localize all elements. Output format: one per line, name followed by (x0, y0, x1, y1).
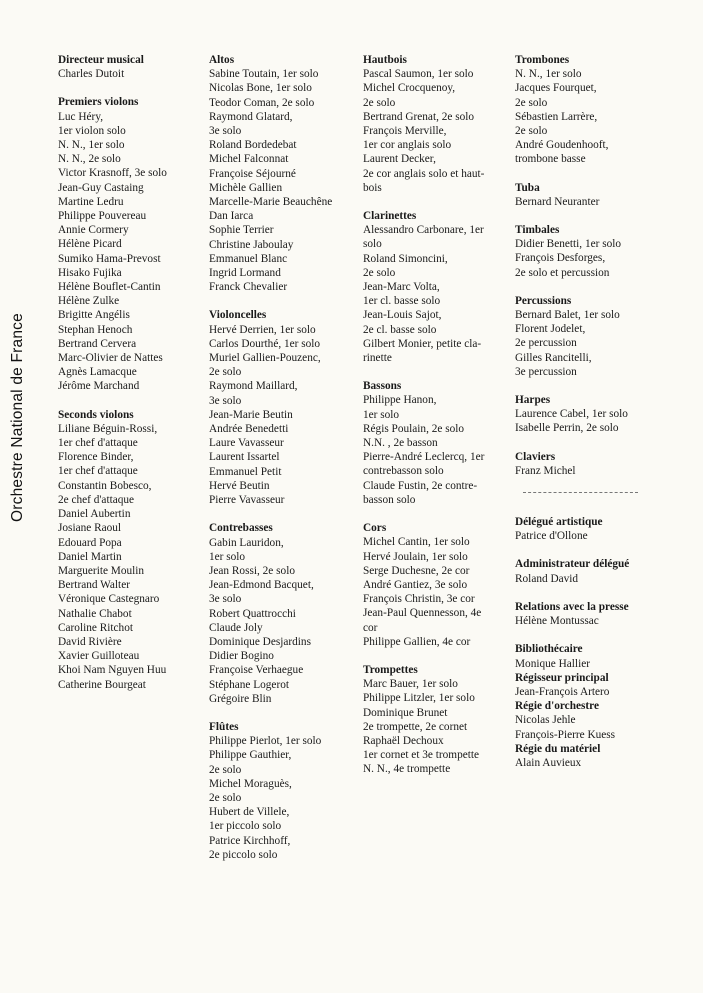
roster-line: 2e piccolo solo (209, 848, 278, 861)
roster-line: Jean Rossi, 2e solo (209, 564, 295, 577)
roster-line: Claude Fustin, 2e contre- (363, 479, 478, 492)
roster-line: Agnès Lamacque (58, 366, 137, 379)
roster-line: Laurence Cabel, 1er solo (515, 408, 628, 421)
roster-line: Isabelle Perrin, 2e solo (515, 422, 619, 435)
roster-line: François Merville, (363, 125, 447, 138)
roster-line: Roland Bordedebat (209, 139, 297, 152)
section-heading: Régisseur principal (515, 671, 609, 684)
roster-line: Liliane Béguin-Rossi, (58, 422, 158, 435)
roster-line: Nathalie Chabot (58, 607, 132, 620)
roster-line: Roland David (515, 572, 579, 585)
section-heading: Cors (363, 522, 387, 535)
section-heading: Administrateur délégué (515, 558, 630, 571)
roster-line: 2e solo (209, 763, 242, 776)
roster-line: Régis Poulain, 2e solo (363, 422, 465, 435)
roster-line: Laure Vavasseur (209, 437, 284, 450)
roster-line: Michel Cantin, 1er solo (363, 536, 470, 549)
section-bassons (363, 379, 505, 507)
roster-line: Bertrand Walter (58, 579, 130, 592)
roster-line: basson solo (363, 493, 416, 506)
roster-line: 2e cor anglais solo et haut- (363, 167, 485, 180)
roster-line: 3e solo (209, 394, 242, 407)
roster-line: 3e solo (209, 593, 242, 606)
roster-line: Xavier Guilloteau (58, 650, 140, 663)
roster-line: Jean-Guy Castaing (58, 181, 144, 194)
roster-line: 1er solo (209, 550, 246, 563)
roster-line: Dominique Desjardins (209, 635, 311, 648)
roster-line: Marc-Olivier de Nattes (58, 352, 163, 365)
column-4-sections (515, 53, 655, 478)
section-regie-d-orchestre (515, 699, 655, 742)
roster-line: 1er piccolo solo (209, 820, 282, 833)
roster-line: Jean-Marie Beutin (209, 408, 293, 421)
roster-line: solo (363, 238, 382, 251)
roster-line: N. N., 1er solo (515, 68, 582, 81)
roster-line: Didier Bogino (209, 650, 274, 663)
roster-line: Claude Joly (209, 621, 263, 634)
roster-line: Charles Dutoit (58, 68, 125, 81)
roster-line: Philippe Hanon, (363, 394, 437, 407)
section-heading: Bassons (363, 380, 402, 393)
roster-line: 3e percussion (515, 365, 577, 378)
roster-line: Teodor Coman, 2e solo (209, 96, 315, 109)
roster-line: Jean-Edmond Bacquet, (209, 579, 314, 592)
roster-line: 1er chef d'attaque (58, 465, 138, 478)
roster-line: 2e solo (515, 125, 548, 138)
roster-line: Michel Crocquenoy, (363, 82, 456, 95)
roster-line: Didier Benetti, 1er solo (515, 238, 622, 251)
roster-line: Sumiko Hama-Prevost (58, 252, 161, 265)
roster-line: Serge Duchesne, 2e cor (363, 564, 470, 577)
roster-line: François Christin, 3e cor (363, 593, 475, 606)
roster-line: Philippe Pouvereau (58, 210, 147, 223)
roster-line: Michèle Gallien (209, 181, 283, 194)
section-heading: Violoncelles (209, 309, 267, 322)
section-contrebasses (209, 521, 359, 706)
roster-line: 1er solo (363, 408, 400, 421)
roster-line: Christine Jaboulay (209, 238, 294, 251)
section-heading: Seconds violons (58, 408, 134, 421)
roster-line: Sabine Toutain, 1er solo (209, 68, 319, 81)
roster-line: Michel Falconnat (209, 153, 289, 166)
roster-line: Stephan Henoch (58, 323, 133, 336)
roster-line: Hélène Picard (58, 238, 122, 251)
section-clarinettes (363, 209, 505, 365)
roster-line: N.N. , 2e basson (363, 437, 438, 450)
roster-line: Hélène Zulke (58, 295, 120, 308)
roster-line: Jérôme Marchand (58, 380, 140, 393)
section-heading: Bibliothécaire (515, 643, 583, 656)
roster-line: N. N., 2e solo (58, 153, 121, 166)
section-cors (363, 521, 505, 649)
orchestra-side-title: Orchestre National de France (9, 313, 26, 522)
roster-line: Constantin Bobesco, (58, 479, 152, 492)
section-heading: Hautbois (363, 54, 407, 66)
roster-line: Florence Binder, (58, 451, 134, 464)
section-percussions (515, 294, 655, 379)
roster-line: Florent Jodelet, (515, 323, 586, 336)
roster-line: 2e solo (209, 791, 242, 804)
roster-line: Catherine Bourgeat (58, 678, 146, 691)
roster-line: contrebasson solo (363, 465, 444, 478)
section-tuba (515, 181, 655, 209)
section-directeur-musical (58, 53, 198, 81)
roster-line: Caroline Ritchot (58, 621, 133, 634)
section-heading: Régie d'orchestre (515, 700, 599, 713)
section-heading: Trompettes (363, 663, 418, 676)
roster-line: Patrice Kirchhoff, (209, 834, 291, 847)
roster-line: Gabin Lauridon, (209, 536, 284, 549)
roster-line: 3e solo (209, 125, 242, 138)
roster-line: Raphaël Dechoux (363, 734, 444, 747)
roster-line: Jean-Marc Volta, (363, 281, 440, 294)
roster-line: André Gantiez, 3e solo (363, 578, 468, 591)
roster-line: Hubert de Villele, (209, 806, 290, 819)
roster-line: 2e solo (209, 366, 242, 379)
roster-line: Bertrand Grenat, 2e solo (363, 110, 475, 123)
roster-line: Laurent Issartel (209, 451, 280, 464)
roster-line: N. N., 1er solo (58, 139, 125, 152)
roster-line: Alain Auvieux (515, 756, 582, 769)
roster-line: 2e solo (515, 96, 548, 109)
column-1 (58, 53, 198, 706)
roster-line: 1er cor anglais solo (363, 139, 452, 152)
roster-line: 2e solo et percussion (515, 266, 610, 279)
section-regie-du-materiel (515, 742, 655, 770)
roster-line: Pierre-André Leclercq, 1er (363, 451, 485, 464)
roster-line: Stéphane Logerot (209, 678, 289, 691)
roster-line: Françoise Verhaegue (209, 664, 304, 677)
roster-line: N. N., 4e trompette (363, 763, 451, 776)
roster-line: 1er chef d'attaque (58, 437, 138, 450)
roster-line: Raymond Maillard, (209, 380, 298, 393)
roster-line: Hélène Bouflet-Cantin (58, 281, 161, 294)
roster-line: Marguerite Moulin (58, 564, 145, 577)
section-relations-avec-la-presse (515, 600, 655, 628)
section-regisseur-principal (515, 671, 655, 699)
roster-line: Philippe Gauthier, (209, 749, 292, 762)
roster-line: Victor Krasnoff, 3e solo (58, 167, 167, 180)
roster-line: André Goudenhooft, (515, 139, 609, 152)
section-premiers-violons (58, 95, 198, 393)
roster-line: Khoi Nam Nguyen Huu (58, 664, 167, 677)
roster-line: Nicolas Bone, 1er solo (209, 82, 312, 95)
roster-line: Roland Simoncini, (363, 252, 448, 265)
roster-line: 2e solo (363, 266, 396, 279)
roster-line: Hervé Joulain, 1er solo (363, 550, 468, 563)
section-administrateur-delegue (515, 557, 655, 585)
section-heading: Régie du matériel (515, 742, 601, 755)
section-bibliothecaire (515, 642, 655, 670)
roster-line: Daniel Martin (58, 550, 122, 563)
roster-line: Dominique Brunet (363, 706, 448, 719)
section-heading: Claviers (515, 450, 556, 463)
section-altos (209, 53, 359, 294)
roster-line: Françoise Séjourné (209, 167, 296, 180)
roster-line: 2e cl. basse solo (363, 323, 437, 336)
roster-line: Jean-Paul Quennesson, 4e (363, 607, 482, 620)
roster-line: Grégoire Blin (209, 692, 272, 705)
roster-line: François-Pierre Kuess (515, 728, 616, 741)
roster-line: Laurent Decker, (363, 153, 436, 166)
roster-line: Bernard Neuranter (515, 195, 600, 208)
roster-line: 1er cl. basse solo (363, 295, 441, 308)
section-heading: Clarinettes (363, 210, 417, 223)
column-2 (209, 53, 359, 876)
roster-line: Emmanuel Petit (209, 465, 282, 478)
roster-line: Patrice d'Ollone (515, 530, 588, 543)
section-timbales (515, 223, 655, 280)
column-3 (363, 53, 505, 791)
section-heading: Contrebasses (209, 522, 273, 535)
section-heading: Directeur musical (58, 54, 144, 66)
roster-line: Philippe Pierlot, 1er solo (209, 735, 322, 748)
roster-line: Hélène Montussac (515, 615, 599, 628)
roster-line: Jean-François Artero (515, 685, 610, 698)
section-hautbois (363, 53, 505, 195)
roster-line: Brigitte Angélis (58, 309, 130, 322)
roster-line: Martine Ledru (58, 195, 124, 208)
section-trombones (515, 53, 655, 167)
roster-line: Michel Moraguès, (209, 777, 292, 790)
roster-line: 2e trompette, 2e cornet (363, 720, 468, 733)
separator-line (523, 492, 638, 493)
roster-line: Carlos Dourthé, 1er solo (209, 337, 321, 350)
roster-line: Sébastien Larrère, (515, 110, 598, 123)
roster-line: trombone basse (515, 153, 586, 166)
roster-line: Jacques Fourquet, (515, 82, 597, 95)
roster-line: Philippe Gallien, 4e cor (363, 635, 471, 648)
roster-line: 1er cornet et 3e trompette (363, 749, 480, 762)
roster-line: Franck Chevalier (209, 281, 288, 294)
section-heading: Flûtes (209, 720, 239, 733)
roster-line: Josiane Raoul (58, 522, 122, 535)
roster-line: Marcelle-Marie Beauchêne (209, 196, 333, 209)
section-trompettes (363, 663, 505, 777)
roster-line: Emmanuel Blanc (209, 252, 288, 265)
roster-line: Hervé Beutin (209, 479, 270, 492)
roster-line: Hisako Fujika (58, 266, 122, 279)
section-delegue-artistique (515, 515, 655, 543)
section-heading: Timbales (515, 224, 560, 237)
roster-line: Véronique Castegnaro (58, 593, 160, 606)
roster-line: Pierre Vavasseur (209, 494, 285, 507)
roster-line: Andrée Benedetti (209, 423, 289, 436)
section-heading: Délégué artistique (515, 516, 603, 529)
roster-line: bois (363, 181, 382, 194)
section-heading: Percussions (515, 294, 572, 307)
roster-line: Gilles Rancitelli, (515, 351, 592, 364)
roster-line: rinette (363, 352, 392, 365)
roster-line: Gilbert Monier, petite cla- (363, 337, 482, 350)
roster-line: 1er violon solo (58, 124, 126, 137)
roster-line: David Rivière (58, 635, 122, 648)
roster-line: Nicolas Jehle (515, 714, 576, 727)
roster-line: Annie Cormery (58, 224, 129, 237)
roster-line: Raymond Glatard, (209, 110, 293, 123)
roster-line: Daniel Aubertin (58, 508, 131, 521)
section-heading: Trombones (515, 54, 570, 66)
section-claviers (515, 450, 655, 478)
roster-line: Franz Michel (515, 464, 576, 477)
roster-line: François Desforges, (515, 252, 606, 265)
roster-line: Pascal Saumon, 1er solo (363, 68, 474, 81)
roster-line: cor (363, 621, 378, 634)
roster-line: Luc Héry, (58, 110, 104, 123)
roster-line: 2e solo (363, 96, 396, 109)
roster-line: Marc Bauer, 1er solo (363, 678, 458, 691)
section-heading: Tuba (515, 181, 540, 194)
section-harpes (515, 393, 655, 436)
roster-line: Bernard Balet, 1er solo (515, 309, 620, 322)
column-4 (515, 53, 655, 770)
roster-line: Philippe Litzler, 1er solo (363, 692, 475, 705)
roster-line: Sophie Terrier (209, 224, 274, 237)
roster-line: Hervé Derrien, 1er solo (209, 323, 316, 336)
roster-line: Jean-Louis Sajot, (363, 309, 442, 322)
section-heading: Relations avec la presse (515, 600, 629, 613)
roster-line: Edouard Popa (58, 536, 122, 549)
roster-line: Alessandro Carbonare, 1er (363, 224, 484, 237)
section-heading: Harpes (515, 394, 551, 407)
roster-line: Bertrand Cervera (58, 337, 137, 350)
roster-line: Ingrid Lormand (209, 267, 281, 280)
section-heading: Altos (209, 54, 235, 66)
section-seconds-violons (58, 408, 198, 692)
roster-line: Dan Iarca (209, 210, 254, 223)
administration-sections (515, 515, 655, 770)
section-violoncelles (209, 308, 359, 507)
section-flutes (209, 720, 359, 862)
roster-line: Monique Hallier (515, 657, 590, 670)
section-heading: Premiers violons (58, 96, 139, 109)
roster-line: Robert Quattrocchi (209, 607, 296, 620)
roster-line: 2e chef d'attaque (58, 493, 135, 506)
roster-line: 2e percussion (515, 337, 577, 350)
roster-line: Muriel Gallien-Pouzenc, (209, 352, 321, 365)
